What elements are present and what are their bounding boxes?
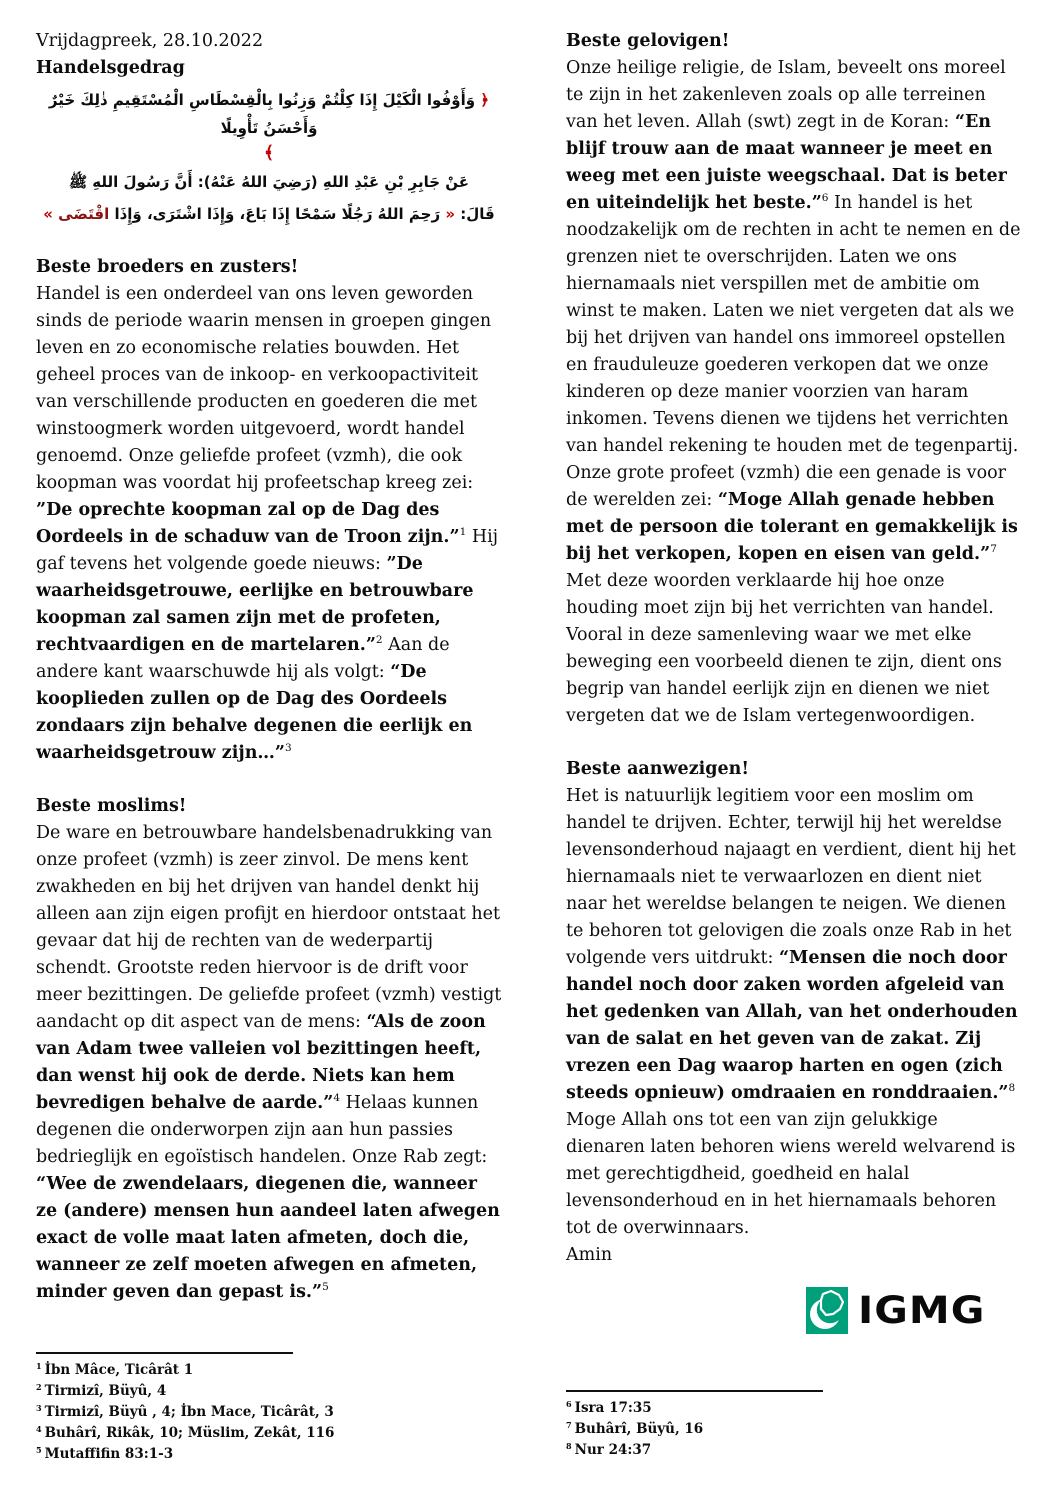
arabic-hadith-text: قَالَ: « رَحِمَ اللهُ رَجُلًا سَمْحًا إِذَا بَاعَ، وَإِذَا اشْتَرَى، وَإِذَا اقْتَضَى » (43, 205, 495, 223)
footnote-item: $^4$ Buhârî, Rikâk, 10; Müslim, Zekât, 116 (36, 1423, 335, 1441)
date-line: Vrijdagpreek, 28.10.2022 (36, 31, 264, 51)
igmg-logo (806, 1286, 985, 1334)
footnotes-left (36, 1352, 502, 1465)
left-column (36, 28, 502, 1306)
paragraph-trade-intro: Handel is een onderdeel van ons leven geworden sinds de periode waarin mensen in groepen gingen leven en zo economische relaties bouwden. Het geheel proces van de inkoop- en verkoopactiviteit van verschillende producten en goederen die met winstoogmerk worden uitgevoerd, wordt handel genoemd. Onze geliefde profeet (vzmh), die ook koopman was voordat hij profeetschap kreeg zei: ”De oprechte koopman zal op de Dag des Oordeels in de schaduw van de Troon zijn.”$^1$ Hij gaf tevens het volgende goede nieuws: ”De waarheidsgetrouwe, eerlijke en betrouwbare koopman zal samen zijn met de profeten, rechtvaardigen en de martelaren.”$^2$ Aan de andere kant waarschuwde hij als volgt: “De kooplieden zullen op de Dag des Oordeels zondaars zijn behalve degenen die eerlijk en waarheidsgetrouw zijn…”$^3$ (36, 284, 499, 763)
section-heading-believers: Beste gelovigen! (566, 31, 730, 51)
arabic-quran-verse: ﴿ وَأَوْفُوا الْكَيْلَ إِذَا كِلْتُمْ وَزِنُوا بِالْقِسْطَاسِ الْمُسْتَقِيمِ ذٰلِكَ خَيْرٌ وَأَحْسَنُ تَأْوِيلًا (48, 91, 490, 137)
crescent-map-icon (806, 1287, 848, 1334)
paragraph-islam-morality: Onze heilige religie, de Islam, beveelt ons moreel te zijn in het zakenleven zoals op alle terreinen van het leven. Allah (swt) zegt in de Koran: “En blijf trouw aan de maat wanneer je meet en weeg met een juiste weegschaal. Dat is beter en uiteindelijk het beste.”$^6$ In handel is het noodzakelijk om de rechten in acht te nemen en de grenzen niet te overschrijden. Laten we ons hiernamaals niet verspillen met de ambitie om winst te maken. Laten we niet vergeten dat als we bij het drijven van handel ons immoreel opstellen en frauduleuze goederen verkopen dat we onze kinderen op deze manier voorzien van haram inkomen. Tevens dienen we tijdens het verrichten van handel rekening te houden met de tegenpartij. Onze grote profeet (vzmh) die een genade is voor de werelden zei: “Moge Allah genade hebben met de persoon die tolerant en gemakkelijk is bij het verkopen, kopen en eisen van geld.”$^7$ Met deze woorden verklaarde hij hoe onze houding moet zijn bij het verrichten van handel. Vooral in deze samenleving waar we met elke beweging een voorbeeld dienen te zijn, dient ons begrip van handel eerlijk zijn en dienen we niet vergeten dat we de Islam vertegenwoordigen. (566, 58, 1021, 726)
footnote-item: $^2$ Tirmizî, Büyû, 4 (36, 1381, 167, 1399)
footnote-item: $^1$ İbn Mâce, Ticârât 1 (36, 1360, 194, 1378)
footnote-item: $^3$ Tirmizî, Büyû , 4; İbn Mace, Ticârât, 3 (36, 1402, 334, 1420)
igmg-logo-text: IGMG (858, 1287, 986, 1333)
paragraph-honest-trade: De ware en betrouwbare handelsbenadrukking van onze profeet (vzmh) is zeer zinvol. De mens kent zwakheden en bij het drijven van handel denkt hij alleen aan zijn eigen profijt en hierdoor ontstaat het gevaar dat hij de rechten van de wederpartij schendt. Grootste reden hiervoor is de drift voor meer bezittingen. De geliefde profeet (vzmh) vestigt aandacht op dit aspect van de mens: “Als de zoon van Adam twee valleien vol bezittingen heeft, dan wenst hij ook de derde. Niets kan hem bevredigen behalve de aarde.”$^4$ Helaas kunnen degenen die onderworpen zijn aan hun passies bedrieglijk en egoïstisch handelen. Onze Rab zegt: “Wee de zwendelaars, diegenen die, wanneer ze (andere) mensen hun aandeel laten afwegen exact de volle maat laten afmeten, doch die, wanneer ze zelf moeten afwegen en afmeten, minder geven dan gepast is.”$^5$ (36, 823, 502, 1302)
arabic-verse-closing-bracket: ﴾ (264, 143, 274, 163)
arabic-hadith-chain: عَنْ جَابِرِ بْنِ عَبْدِ اللهِ (رَضِيَ اللهُ عَنْهُ): أَنَّ رَسُولَ اللهِ ﷺ (68, 173, 470, 191)
paragraph-closing-dua: Het is natuurlijk legitiem voor een moslim om handel te drijven. Echter, terwijl hij het wereldse levensonderhoud najaagt en verdient, dient hij het hiernamaals niet te verwaarlozen en dient niet naar het wereldse belangen te neigen. We dienen te behoren tot gelovigen die zoals onze Rab in het volgende vers uitdrukt: “Mensen die noch door handel noch door zaken worden afgeleid van het gedenken van Allah, van het onderhouden van de salat en het geven van de zakat. Zij vrezen een Dag waarop harten en ogen (zich steeds opnieuw) omdraaien en ronddraaien.”$^8$ Moge Allah ons tot een van zijn gelukkige dienaren laten behoren wiens wereld welvarend is met gerechtigdheid, goedheid en halal levensonderhoud en in het hiernamaals behoren tot de overwinnaars. Amin (566, 786, 1018, 1265)
footnote-item: $^6$ Isra 17:35 (566, 1398, 652, 1416)
footnote-item: $^8$ Nur 24:37 (566, 1440, 652, 1458)
footnote-item: $^7$ Buhârî, Büyû, 16 (566, 1419, 704, 1437)
footnote-separator (36, 1352, 293, 1354)
footnote-separator (566, 1390, 823, 1392)
footnotes-right (566, 1390, 1021, 1461)
section-heading-brothers-sisters: Beste broeders en zusters! (36, 257, 299, 277)
section-heading-attendees: Beste aanwezigen! (566, 759, 750, 779)
footnote-item: $^5$ Mutaffifin 83:1-3 (36, 1444, 174, 1462)
right-column (566, 28, 1021, 1269)
section-heading-muslims: Beste moslims! (36, 796, 187, 816)
page-title: Handelsgedrag (36, 58, 185, 78)
